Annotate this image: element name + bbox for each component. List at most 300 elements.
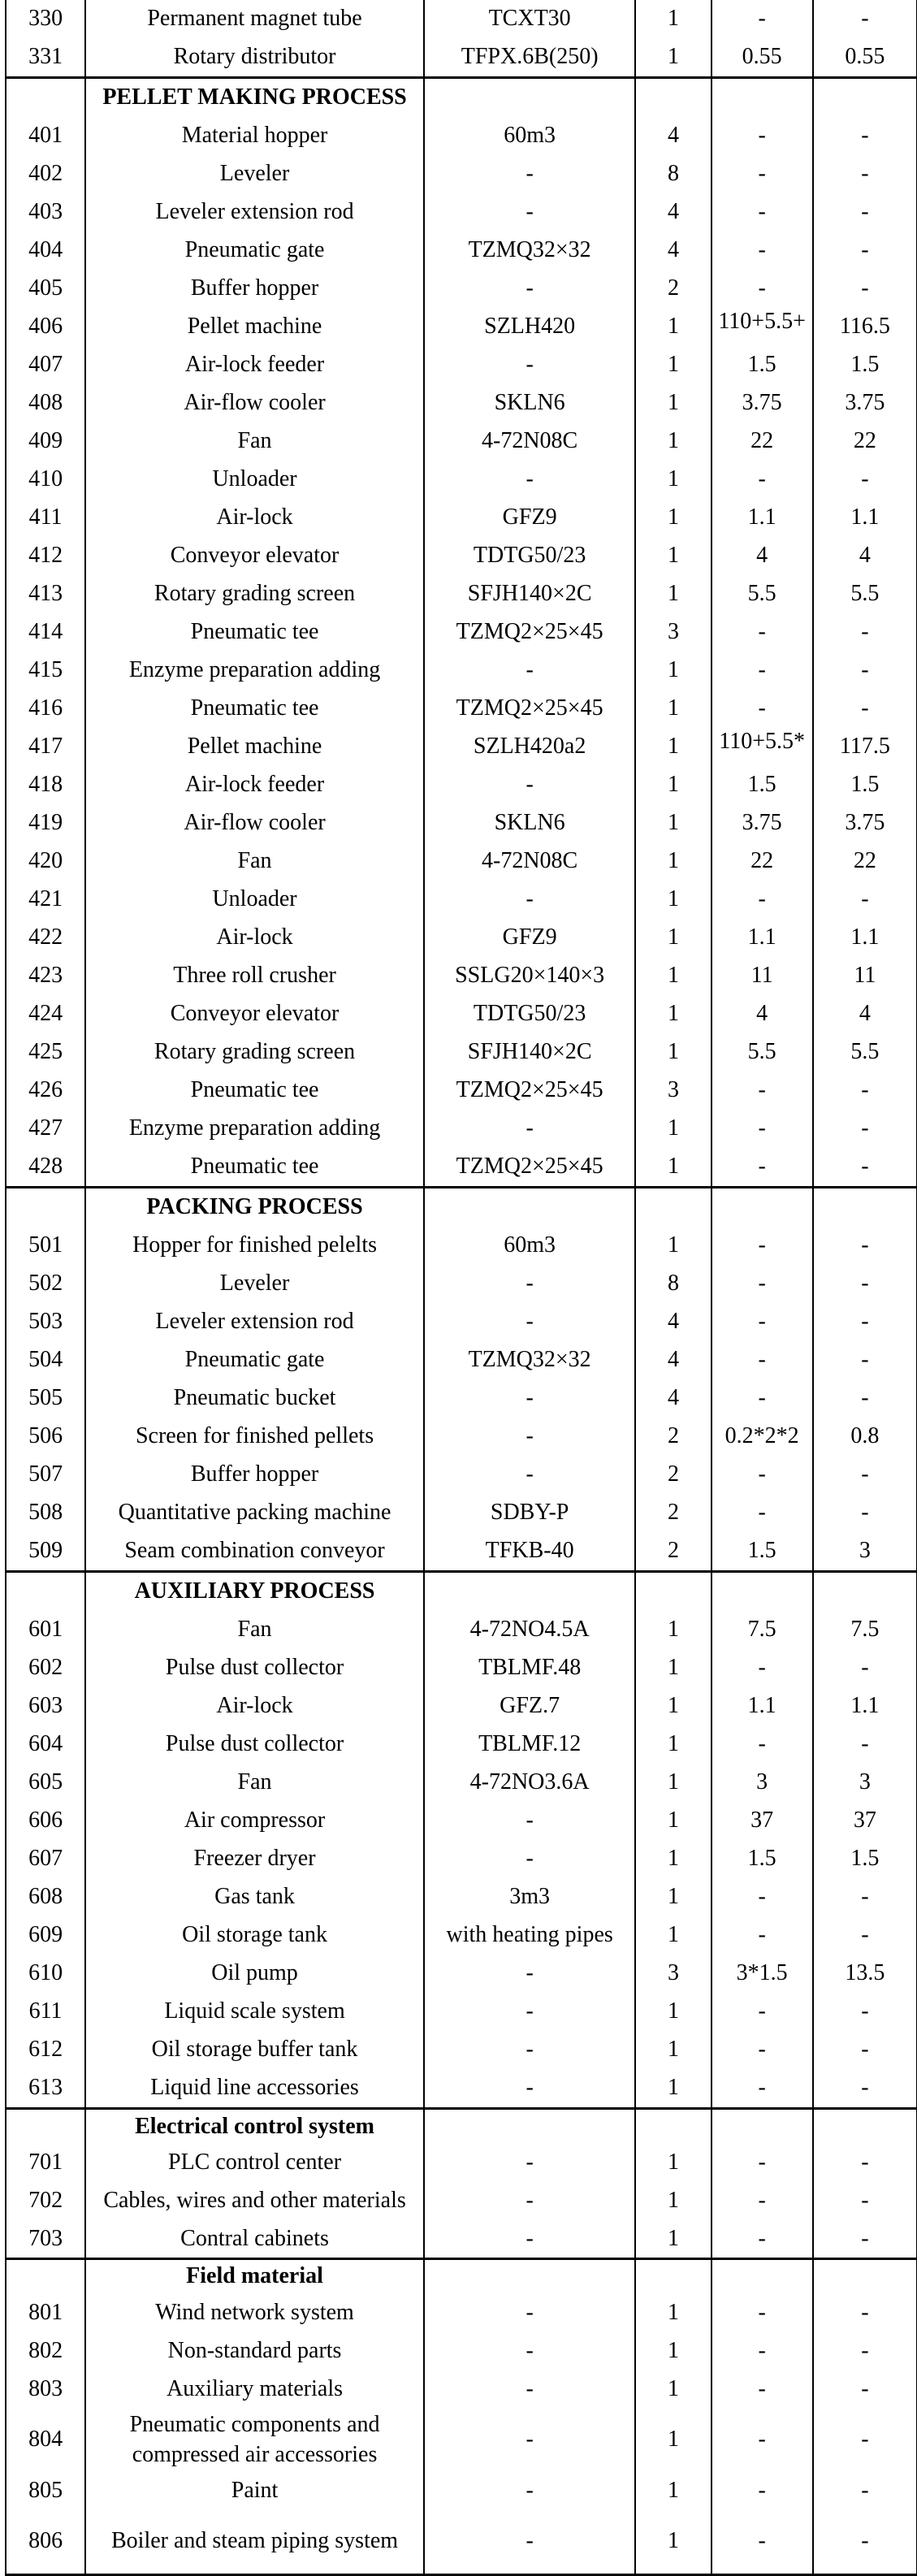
item-power-unit: - [712,1494,813,1532]
item-number: 417 [6,728,85,766]
item-quantity: 1 [635,422,711,461]
item-model: TDTG50/23 [424,995,635,1033]
item-model: with heating pipes [424,1916,635,1955]
item-model: - [424,155,635,193]
item-quantity: 1 [635,957,711,995]
item-power-total: - [813,1725,917,1764]
item-quantity: 1 [635,1611,711,1649]
item-power-total: - [813,1341,917,1379]
item-name: Air-lock [85,919,424,957]
item-model: - [424,2294,635,2332]
table-row [6,1993,917,2031]
item-power-total: 3 [813,1532,917,1572]
equipment-table-body [6,0,917,2574]
item-quantity: 1 [635,2182,711,2220]
item-name: Air-lock feeder [85,766,424,804]
item-number: 418 [6,766,85,804]
section-title: Field material [85,2258,424,2294]
item-name: Buffer hopper [85,270,424,308]
item-number: 603 [6,1687,85,1725]
item-power-total: - [813,1148,917,1188]
item-power-total: 5.5 [813,1033,917,1072]
item-power-unit: - [712,232,813,270]
item-power-unit: 3*1.5 [712,1955,813,1993]
table-row [6,957,917,995]
item-number: 424 [6,995,85,1033]
table-row [6,1532,917,1572]
item-quantity: 1 [635,308,711,346]
item-name: Contral cabinets [85,2220,424,2258]
item-power-total: 11 [813,957,917,995]
item-number: 427 [6,1110,85,1148]
item-name: Liquid line accessories [85,2069,424,2109]
item-quantity: 1 [635,1649,711,1687]
item-model: - [424,1379,635,1418]
table-row [6,1764,917,1802]
table-row [6,2031,917,2069]
table-row [6,461,917,499]
item-quantity: 1 [635,461,711,499]
item-number: 331 [6,38,85,78]
item-power-unit: - [712,1456,813,1494]
table-row [6,1265,917,1303]
item-power-unit: 37 [712,1802,813,1840]
item-name: Screen for finished pellets [85,1418,424,1456]
table-row [6,1072,917,1110]
item-power-unit: 1.1 [712,919,813,957]
item-model: - [424,1456,635,1494]
item-model: - [424,766,635,804]
item-power-unit: - [712,881,813,919]
item-number: 504 [6,1341,85,1379]
item-model: - [424,1418,635,1456]
item-number: 401 [6,117,85,155]
item-quantity: 2 [635,1494,711,1532]
table-row [6,2510,917,2575]
item-name: Material hopper [85,117,424,155]
item-name: Gas tank [85,1878,424,1916]
item-number: 806 [6,2510,85,2575]
item-power-unit: - [712,155,813,193]
item-power-total: - [813,1379,917,1418]
item-quantity: 1 [635,1764,711,1802]
item-power-unit: 1.1 [712,1687,813,1725]
item-power-total: - [813,1265,917,1303]
item-name: Air compressor [85,1802,424,1840]
item-model: - [424,1802,635,1840]
item-quantity: 1 [635,995,711,1033]
table-row [6,1802,917,1840]
item-number: 801 [6,2294,85,2332]
item-number: 416 [6,690,85,728]
item-model: GFZ9 [424,499,635,537]
item-power-unit: 1.5 [712,346,813,384]
item-number: 410 [6,461,85,499]
table-row [6,422,917,461]
table-row [6,1227,917,1265]
item-quantity: 1 [635,1687,711,1725]
item-quantity: 1 [635,38,711,78]
item-model: 4-72N08C [424,842,635,881]
item-power-unit: 1.1 [712,499,813,537]
item-power-unit: - [712,2409,813,2472]
item-name: Rotary grading screen [85,1033,424,1072]
item-quantity: 1 [635,2031,711,2069]
item-power-unit: 1.5 [712,1532,813,1572]
item-model: - [424,2409,635,2472]
item-power-total: - [813,155,917,193]
item-power-total: 13.5 [813,1955,917,1993]
table-row [6,575,917,613]
item-quantity: 1 [635,2144,711,2182]
table-row [6,919,917,957]
table-row [6,384,917,422]
item-number: 426 [6,1072,85,1110]
item-name: Three roll crusher [85,957,424,995]
item-name: Leveler extension rod [85,193,424,232]
item-power-unit: 3.75 [712,384,813,422]
item-power-total: 1.5 [813,346,917,384]
section-header-electrical [6,2109,917,2145]
item-model: TCXT30 [424,0,635,38]
table-row [6,537,917,575]
table-row [6,2409,917,2472]
table-row [6,346,917,384]
item-power-unit: 1.5 [712,1840,813,1878]
item-name: Air-lock [85,1687,424,1725]
item-name: Conveyor elevator [85,995,424,1033]
table-row [6,1418,917,1456]
table-row [6,613,917,652]
item-power-unit: - [712,1265,813,1303]
item-number: 609 [6,1916,85,1955]
item-power-total: - [813,1110,917,1148]
item-quantity: 4 [635,117,711,155]
item-power-total: 3.75 [813,804,917,842]
item-name: PLC control center [85,2144,424,2182]
item-number: 611 [6,1993,85,2031]
item-name: Leveler extension rod [85,1303,424,1341]
item-quantity: 4 [635,232,711,270]
item-power-unit: - [712,2472,813,2510]
item-power-unit: - [712,2031,813,2069]
item-name: Enzyme preparation adding [85,652,424,690]
item-quantity: 1 [635,1033,711,1072]
item-model: SFJH140×2C [424,1033,635,1072]
table-row [6,308,917,346]
item-number: 414 [6,613,85,652]
item-number: 509 [6,1532,85,1572]
table-row [6,1725,917,1764]
item-model: - [424,2144,635,2182]
item-number: 804 [6,2409,85,2472]
item-number: 412 [6,537,85,575]
item-name: Leveler [85,155,424,193]
item-power-total: 22 [813,422,917,461]
item-power-unit: 7.5 [712,1611,813,1649]
item-model: TZMQ2×25×45 [424,690,635,728]
item-power-total: - [813,2409,917,2472]
item-quantity: 4 [635,193,711,232]
item-model: - [424,461,635,499]
item-name: Pneumatic tee [85,1148,424,1188]
item-name: Fan [85,1764,424,1802]
item-power-unit: 0.55 [712,38,813,78]
item-number: 612 [6,2031,85,2069]
item-number: 601 [6,1611,85,1649]
item-model: TFKB-40 [424,1532,635,1572]
item-quantity: 1 [635,766,711,804]
item-number: 425 [6,1033,85,1072]
item-model: - [424,1955,635,1993]
item-power-unit: 22 [712,422,813,461]
table-row [6,117,917,155]
item-model: 3m3 [424,1878,635,1916]
item-name: Pellet machine [85,728,424,766]
table-row [6,2472,917,2510]
item-quantity: 1 [635,1148,711,1188]
item-name: Unloader [85,461,424,499]
item-name: Freezer dryer [85,1840,424,1878]
item-power-unit: - [712,2510,813,2575]
table-row [6,728,917,766]
item-quantity: 1 [635,1878,711,1916]
item-number: 803 [6,2370,85,2409]
item-power-unit: - [712,2370,813,2409]
item-quantity: 2 [635,1418,711,1456]
table-row [6,155,917,193]
item-model: TZMQ32×32 [424,1341,635,1379]
table-row [6,842,917,881]
item-quantity: 1 [635,346,711,384]
item-power-unit: 22 [712,842,813,881]
item-power-total: - [813,1878,917,1916]
item-number: 701 [6,2144,85,2182]
item-model: - [424,1993,635,2031]
item-power-total: 22 [813,842,917,881]
section-title: Electrical control system [85,2109,424,2145]
item-name: Seam combination conveyor [85,1532,424,1572]
item-name: Rotary distributor [85,38,424,78]
item-name: Permanent magnet tube [85,0,424,38]
item-name: Oil pump [85,1955,424,1993]
item-quantity: 1 [635,1725,711,1764]
item-power-unit: 1.5 [712,766,813,804]
table-row [6,1456,917,1494]
item-name: Rotary grading screen [85,575,424,613]
item-number: 608 [6,1878,85,1916]
item-power-unit: - [712,117,813,155]
item-number: 802 [6,2332,85,2370]
item-quantity: 1 [635,2332,711,2370]
item-number: 402 [6,155,85,193]
item-power-unit: - [712,193,813,232]
table-row [6,1303,917,1341]
item-quantity: 1 [635,1993,711,2031]
item-number: 505 [6,1379,85,1418]
item-quantity: 1 [635,384,711,422]
item-model: - [424,270,635,308]
table-row [6,0,917,38]
item-quantity: 1 [635,1802,711,1840]
item-power-total: 0.55 [813,38,917,78]
item-model: - [424,2332,635,2370]
item-quantity: 1 [635,2510,711,2575]
item-name: Fan [85,1611,424,1649]
item-power-unit [712,728,813,766]
item-power-unit: - [712,1303,813,1341]
item-power-total: 0.8 [813,1418,917,1456]
section-title: PACKING PROCESS [85,1188,424,1227]
table-row [6,2220,917,2258]
item-power-total: - [813,1494,917,1532]
item-name: Pellet machine [85,308,424,346]
item-power-total: - [813,270,917,308]
item-power-total: - [813,232,917,270]
item-number: 613 [6,2069,85,2109]
item-power-total: - [813,690,917,728]
table-row [6,1649,917,1687]
item-power-unit: - [712,2182,813,2220]
item-power-total: - [813,613,917,652]
item-power-total: - [813,1916,917,1955]
item-model: - [424,2472,635,2510]
item-number: 702 [6,2182,85,2220]
item-power-total: - [813,193,917,232]
section-header-pellet-making [6,78,917,118]
table-row [6,232,917,270]
item-name: Fan [85,422,424,461]
item-quantity: 1 [635,2069,711,2109]
item-name: Conveyor elevator [85,537,424,575]
item-power-unit: 11 [712,957,813,995]
section-header-auxiliary [6,1572,917,1612]
item-number: 506 [6,1418,85,1456]
item-number: 508 [6,1494,85,1532]
item-power-unit: - [712,1725,813,1764]
item-number: 502 [6,1265,85,1303]
item-quantity: 1 [635,2472,711,2510]
item-power-total: 4 [813,995,917,1033]
item-power-unit: - [712,690,813,728]
item-power-total: - [813,461,917,499]
item-model: - [424,2031,635,2069]
item-model: 4-72NO4.5A [424,1611,635,1649]
item-number: 408 [6,384,85,422]
item-number: 805 [6,2472,85,2510]
item-model: SZLH420 [424,308,635,346]
item-model: TZMQ2×25×45 [424,1148,635,1188]
item-number: 610 [6,1955,85,1993]
item-power-unit: 0.2*2*2 [712,1418,813,1456]
item-power-total: - [813,652,917,690]
item-number: 415 [6,652,85,690]
table-row [6,2069,917,2109]
section-title: PELLET MAKING PROCESS [85,78,424,118]
item-quantity: 1 [635,2409,711,2472]
item-name: Unloader [85,881,424,919]
item-quantity: 1 [635,1840,711,1878]
item-power-total: - [813,2510,917,2575]
item-number: 409 [6,422,85,461]
item-number: 507 [6,1456,85,1494]
table-row [6,1033,917,1072]
item-model: SFJH140×2C [424,575,635,613]
item-name: Quantitative packing machine [85,1494,424,1532]
item-power-total: - [813,1227,917,1265]
item-power-unit: 3 [712,1764,813,1802]
item-name: Non-standard parts [85,2332,424,2370]
item-power-total: - [813,2472,917,2510]
item-name: Air-flow cooler [85,384,424,422]
item-model: GFZ9 [424,919,635,957]
item-power-total: - [813,2370,917,2409]
table-row [6,766,917,804]
item-power-unit-text: 110+5.5* [719,729,805,755]
item-name: Leveler [85,1265,424,1303]
item-quantity: 4 [635,1303,711,1341]
item-name: Fan [85,842,424,881]
item-quantity: 2 [635,270,711,308]
item-power-total: 37 [813,1802,917,1840]
item-power-total: - [813,1649,917,1687]
item-power-total: 1.1 [813,499,917,537]
item-model: - [424,1303,635,1341]
item-number: 420 [6,842,85,881]
item-quantity: 1 [635,2220,711,2258]
item-power-total: 4 [813,537,917,575]
item-model: 60m3 [424,1227,635,1265]
item-name: Pneumatic bucket [85,1379,424,1418]
item-model: GFZ.7 [424,1687,635,1725]
table-row [6,1916,917,1955]
table-row [6,2332,917,2370]
item-number: 501 [6,1227,85,1265]
item-model: - [424,881,635,919]
item-number: 404 [6,232,85,270]
item-number: 503 [6,1303,85,1341]
item-model: TFPX.6B(250) [424,38,635,78]
item-quantity: 8 [635,1265,711,1303]
table-row [6,270,917,308]
item-power-total: 3 [813,1764,917,1802]
item-quantity: 1 [635,0,711,38]
item-name: Liquid scale system [85,1993,424,2031]
item-name: Enzyme preparation adding [85,1110,424,1148]
item-name: Paint [85,2472,424,2510]
item-power-total: - [813,2144,917,2182]
item-power-unit: - [712,1072,813,1110]
item-name: Cables, wires and other materials [85,2182,424,2220]
item-quantity: 2 [635,1532,711,1572]
item-number: 606 [6,1802,85,1840]
item-model: - [424,1110,635,1148]
table-row [6,804,917,842]
item-quantity: 1 [635,919,711,957]
item-power-total: 116.5 [813,308,917,346]
item-power-total: - [813,1456,917,1494]
item-power-total: 117.5 [813,728,917,766]
item-power-total: - [813,2220,917,2258]
item-number: 703 [6,2220,85,2258]
table-row [6,2144,917,2182]
item-quantity: 1 [635,1916,711,1955]
item-power-unit: - [712,1649,813,1687]
item-number: 413 [6,575,85,613]
item-power-unit: - [712,1916,813,1955]
table-row [6,1494,917,1532]
item-number: 605 [6,1764,85,1802]
